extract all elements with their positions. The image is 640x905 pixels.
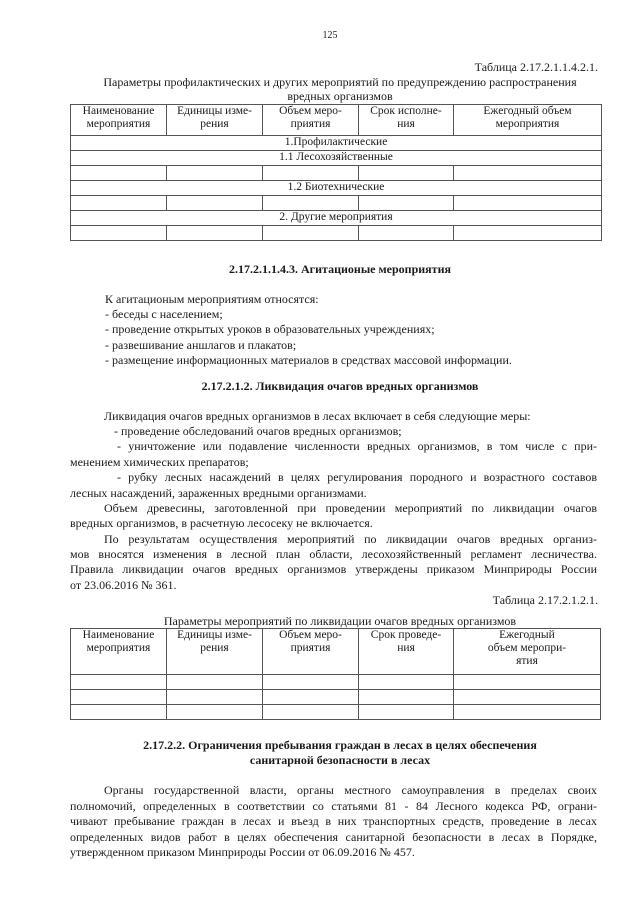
table1-empty-row: [71, 166, 602, 181]
paragraph-line: - уничтожение или подавление численности вредных организмов, в том числе с при-: [117, 439, 597, 453]
paragraph-line: от 23.06.2016 № 361.: [70, 578, 177, 592]
paragraph-line: вредных организмов, в расчетную лесосеку не включается.: [70, 516, 373, 530]
paragraph-line: - проведение обследований очагов вредных организмов;: [114, 424, 402, 438]
table1-group-row: 1.2 Биотехнические: [71, 181, 602, 196]
section-restrict-heading-line1: 2.17.2.2. Ограничения пребывания граждан в лесах в целях обеспечения: [143, 738, 537, 752]
table1-group-row: 1.1 Лесохозяйственные: [71, 151, 602, 166]
table1-empty-row: [71, 196, 602, 211]
table2-header-row: [71, 629, 601, 675]
table1-empty-row: [71, 226, 602, 241]
page-number: 125: [322, 30, 338, 41]
table1: [70, 104, 602, 241]
table1-caption: Таблица 2.17.2.1.1.4.2.1.: [474, 60, 598, 74]
table2-title: Параметры мероприятий по ликвидации очагов вредных организмов: [163, 614, 517, 628]
table2-header-cell: Ежегодный объем меропри- ятия: [454, 629, 601, 675]
table2-header-cell: Единицы изме- рения: [167, 629, 263, 675]
section-agit-intro: К агитационым мероприятиям относятся:: [105, 292, 319, 306]
table2: [70, 628, 601, 720]
paragraph-line: определенных видов работ в целях обеспечения санитарной безопасности в лесах в Порядке,: [70, 830, 597, 844]
list-item: - размещение информационных материалов в средствах массовой информации.: [105, 353, 512, 367]
table2-caption: Таблица 2.17.2.1.2.1.: [492, 593, 598, 607]
table2-header-cell: Наименование мероприятия: [71, 629, 167, 675]
table2-empty-row: [71, 675, 601, 690]
table2-empty-row: [71, 705, 601, 720]
list-item: - развешивание аншлагов и плакатов;: [105, 338, 297, 352]
paragraph-line: Ликвидация очагов вредных организмов в лесах включает в себя следующие меры:: [104, 409, 531, 423]
list-item: - проведение открытых уроков в образовательных учреждениях;: [105, 322, 435, 336]
table1-title-line1: Параметры профилактических и других мероприятий по предупреждению распространения: [103, 75, 577, 89]
section-agit-heading: 2.17.2.1.1.4.3. Агитационые мероприятия: [229, 262, 451, 276]
paragraph-line: Объем древесины, заготовленной при проведении мероприятий по ликвидации очагов: [104, 501, 597, 515]
table1-title-line2: вредных организмов: [287, 89, 393, 103]
paragraph-line: Органы государственной власти, органы местного самоуправления в пределах своих: [104, 783, 597, 797]
table1-header-cell: Ежегодный объем мероприятия: [454, 105, 602, 136]
section-liquid-heading: 2.17.2.1.2. Ликвидация очагов вредных организмов: [201, 379, 479, 393]
table1-header-cell: Единицы изме- рения: [167, 105, 263, 136]
table2-empty-row: [71, 690, 601, 705]
paragraph-line: - рубку лесных насаждений в целях регулирования породного и возрастного составов: [117, 470, 597, 484]
paragraph-line: лесных насаждений, зараженных вредными организмами.: [70, 486, 367, 500]
paragraph-line: полномочий, определенных в соответствии со статьями 81 - 84 Лесного кодекса РФ, ограни-: [70, 799, 597, 813]
list-item: - беседы с населением;: [105, 307, 223, 321]
table1-header-cell: Наименование мероприятия: [71, 105, 167, 136]
table1-group-row: 1.Профилактические: [71, 136, 602, 151]
table1-header-cell: Срок исполне- ния: [359, 105, 454, 136]
section-restrict-heading-line2: санитарной безопасности в лесах: [249, 753, 431, 767]
paragraph-line: Правила ликвидации очагов вредных организмов утверждены приказом Минприроды России: [70, 562, 597, 576]
paragraph-line: утвержденном приказом Минприроды России от 06.09.2016 № 457.: [70, 845, 415, 859]
table2-header-cell: Срок проведе- ния: [359, 629, 454, 675]
paragraph-line: чивают пребывание граждан в лесах и въезд в них транспортных средств, проведение в лесах: [70, 814, 597, 828]
table1-group-row: 2. Другие мероприятия: [71, 211, 602, 226]
table1-header-cell: Объем меро- приятия: [263, 105, 359, 136]
table1-header-row: [71, 105, 602, 136]
paragraph-line: мов вносятся изменения в лесной план области, лесохозяйственный регламент лесничества.: [70, 547, 597, 561]
table2-header-cell: Объем меро- приятия: [263, 629, 359, 675]
paragraph-line: По результатам осуществления мероприятий по ликвидации очагов вредных организ-: [104, 532, 597, 546]
paragraph-line: менением химических препаратов;: [70, 455, 249, 469]
